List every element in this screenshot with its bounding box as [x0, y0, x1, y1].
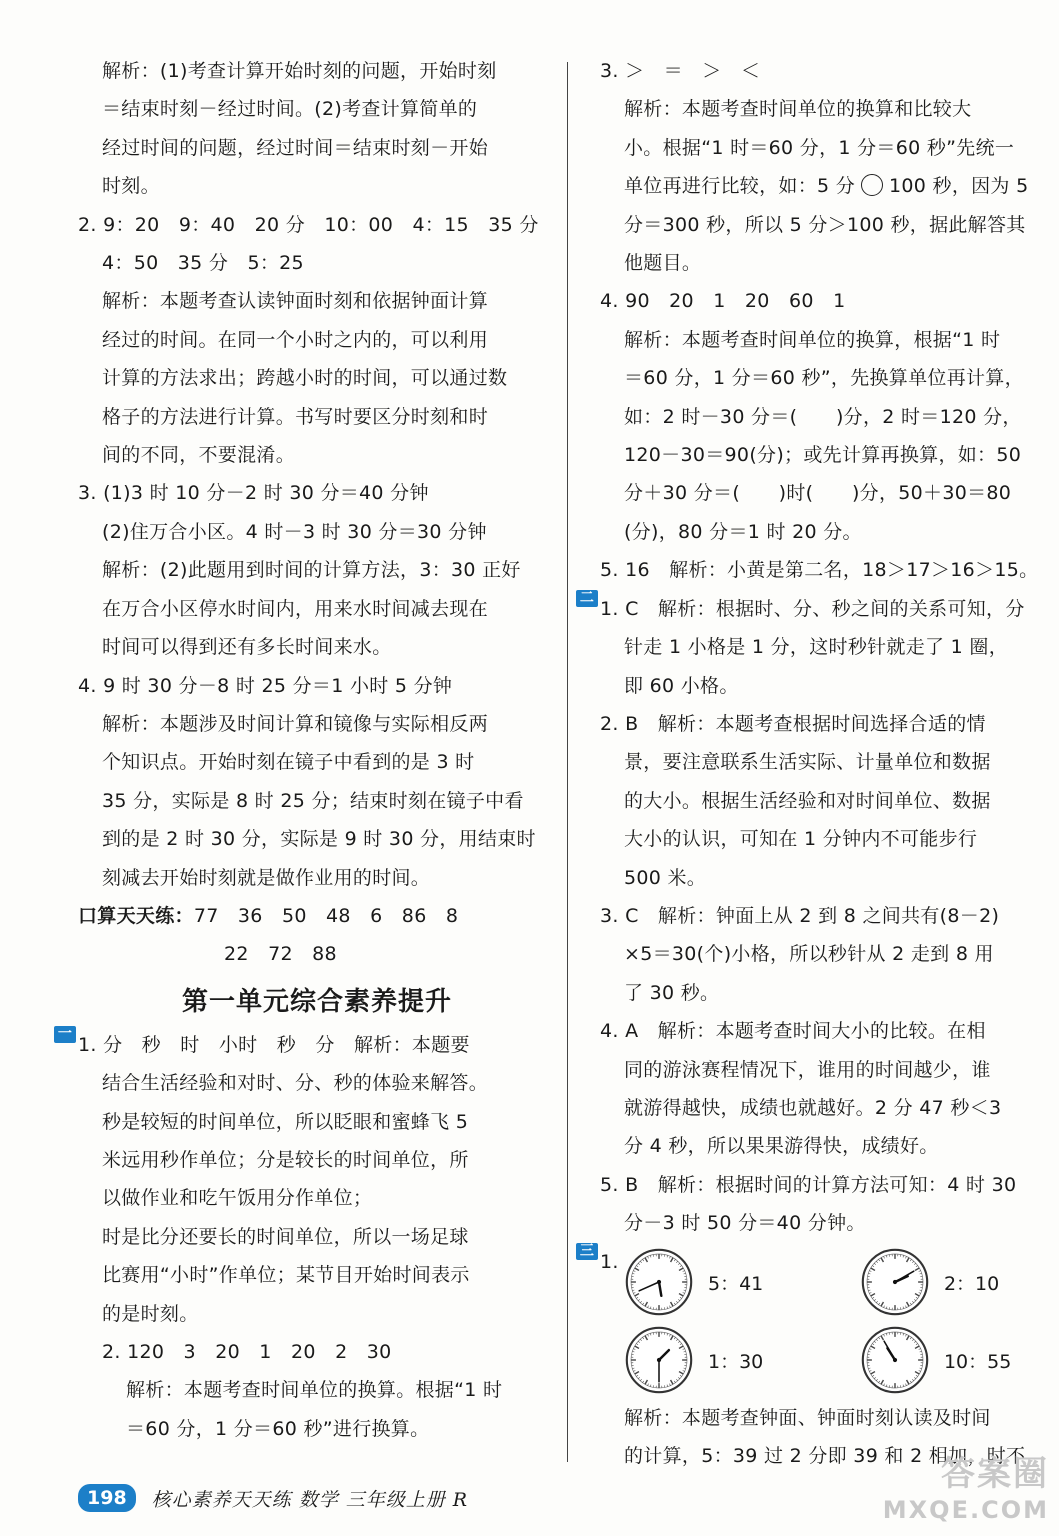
- analysis-line: 解析：本题考查时间单位的换算。根据“1 时: [126, 1379, 503, 1402]
- book-title: 核心素养天天练 数学 三年级上册 R: [151, 1488, 469, 1511]
- analysis-line: 就游得越快，成绩也就越好。2 分 47 秒＜3: [624, 1096, 1002, 1119]
- answer-line: [579, 1242, 1052, 1281]
- kousuan-line: [78, 897, 556, 935]
- analysis-line: 分＝300 秒，所以 5 分＞100 秒，据此解答其: [624, 213, 1026, 236]
- analysis-line: 解析：(1)考查计算开始时刻的问题，开始时刻: [102, 60, 497, 82]
- answer-line: 5. 16 解析：小黄是第二名，18＞17＞16＞15。: [600, 559, 1039, 582]
- analysis-line: ＝60 分，1 分＝60 秒”进行换算。: [126, 1417, 430, 1440]
- answer-line: 3. ＞ ＝ ＞ ＜: [600, 60, 761, 82]
- analysis-line: 计算的方法求出；跨越小时的时间，可以通过数: [102, 367, 508, 390]
- clock-time-label: 5：41: [708, 1272, 764, 1295]
- left-column: [57, 52, 556, 1448]
- analysis-line: 大小的认识，可知在 1 分钟内不可能步行: [624, 828, 978, 851]
- clock-time-label: 1：30: [708, 1350, 764, 1373]
- analysis-line: 景，要注意联系生活实际、计量单位和数据: [624, 751, 991, 774]
- answer-line: 2. 9：20 9：40 20 分 10：00 4：15 35 分: [78, 213, 539, 236]
- analysis-line: 时刻。: [102, 175, 160, 198]
- analysis-line: 分 4 秒，所以果果游得快，成绩好。: [624, 1135, 939, 1158]
- analysis-line: 解析：(2)此题用到时间的计算方法，3：30 正好: [102, 559, 521, 582]
- answer-line: 4. 9 时 30 分－8 时 25 分＝1 小时 5 分钟: [78, 674, 453, 697]
- analysis-line: 以做作业和吃午饭用分作单位；: [102, 1187, 373, 1210]
- analysis-line: 针走 1 小格是 1 分，这时秒针就走了 1 圈，: [624, 636, 1009, 659]
- analysis-line: 同的游泳赛程情况下，谁用的时间越少，谁: [624, 1058, 991, 1081]
- analysis-line: 比赛用“小时”作单位；某节目开始时间表示: [102, 1264, 470, 1287]
- analysis-line: 到的是 2 时 30 分，实际是 9 时 30 分，用结束时: [102, 828, 536, 851]
- answer-text: 1. 分 秒 时 小时 秒 分 解析：本题要: [78, 1033, 470, 1056]
- kousuan-answers: 77 36 50 48 6 86 8: [193, 904, 459, 927]
- clock-time-label: 10：55: [943, 1350, 1012, 1373]
- section-title: 第一单元综合素养提升: [181, 986, 452, 1017]
- analysis-line: 经过时间的问题，经过时间＝结束时刻－开始: [102, 136, 489, 159]
- analysis-line: 分＋30 分＝( )时( )分，50＋30＝80: [624, 482, 1012, 505]
- answer-line: 5. B 解析：根据时间的计算方法可知：4 时 30: [600, 1173, 1017, 1196]
- answer-line: [57, 1025, 556, 1064]
- analysis-line: 在万合小区停水时间内，用来水时间减去现在: [102, 597, 489, 620]
- clock-face-icon: [860, 1325, 930, 1395]
- analysis-line: ×5＝30(个)小格，所以秒针从 2 走到 8 用: [624, 943, 994, 966]
- watermark-text: 答案圈: [941, 1454, 1049, 1494]
- page-footer: [78, 1484, 468, 1512]
- answer-line: 4. A 解析：本题考查时间大小的比较。在相: [600, 1020, 986, 1043]
- clock-time-label: 2：10: [943, 1272, 1000, 1295]
- analysis-text: 单位再进行比较，如：5 分: [624, 175, 856, 198]
- answer-line: (2)住万合小区。4 时－3 时 30 分＝30 分钟: [102, 520, 487, 543]
- analysis-line: 解析：本题考查认读钟面时刻和依据钟面计算: [102, 290, 489, 313]
- question-number: 1.: [600, 1250, 619, 1273]
- page-number: 198: [78, 1484, 136, 1512]
- analysis-line: 秒是较短的时间单位，所以眨眼和蜜蜂飞 5: [102, 1110, 469, 1133]
- analysis-line: 时间可以得到还有多长时间来水。: [102, 636, 392, 659]
- analysis-line: ＝60 分，1 分＝60 秒”，先换算单位再计算，: [624, 367, 1024, 390]
- analysis-line: 小。根据“1 时＝60 分，1 分＝60 秒”先统一: [624, 136, 1015, 159]
- analysis-line: 解析：本题考查时间单位的换算，根据“1 时: [624, 328, 1001, 351]
- analysis-line: 的是时刻。: [102, 1302, 199, 1325]
- clock-face-icon: [624, 1325, 694, 1395]
- analysis-line: 刻减去开始时刻就是做作业用的时间。: [102, 866, 431, 889]
- analysis-line: 了 30 秒。: [624, 981, 720, 1004]
- answer-text: 1. C 解析：根据时、分、秒之间的关系可知，分: [600, 597, 1025, 620]
- analysis-line: ＝结束时刻－经过时间。(2)考查计算简单的: [102, 98, 478, 121]
- analysis-line: [600, 167, 1052, 205]
- answer-line: 3. (1)3 时 10 分－2 时 30 分＝40 分钟: [78, 482, 429, 505]
- clock-item: [860, 1325, 1052, 1395]
- clock-item: [624, 1325, 804, 1395]
- watermark: [883, 1456, 1049, 1528]
- analysis-line: (分)，80 分＝1 时 20 分。: [624, 520, 862, 543]
- answer-line: [579, 589, 1052, 628]
- analysis-line: 500 米。: [624, 866, 707, 889]
- analysis-line: 35 分，实际是 8 时 25 分；结束时刻在镜子中看: [102, 789, 524, 812]
- analysis-line: 他题目。: [624, 252, 702, 275]
- analysis-line: 个知识点。开始时刻在镜子中看到的是 3 时: [102, 751, 475, 774]
- right-column: [579, 52, 1052, 1476]
- watermark-url: MXQE.COM: [882, 1496, 1049, 1524]
- analysis-line: 经过的时间。在同一个小时之内的，可以利用: [102, 328, 489, 351]
- answer-line: 2. B 解析：本题考查根据时间选择合适的情: [600, 712, 986, 735]
- analysis-line: 间的不同，不要混淆。: [102, 444, 296, 467]
- analysis-line: 结合生活经验和对时、分、秒的体验来解答。: [102, 1072, 489, 1095]
- analysis-line: 即 60 小格。: [624, 674, 739, 697]
- analysis-line: 的计算，5：39 过 2 分即 39 和 2 相加，时不: [624, 1445, 1026, 1468]
- section-marker-one: 一: [54, 1026, 76, 1043]
- section-marker-two: 二: [576, 590, 598, 607]
- analysis-line: 如：2 时－30 分＝( )分，2 时＝120 分，: [624, 405, 1022, 428]
- answer-line: 4：50 35 分 5：25: [102, 252, 304, 275]
- column-divider: [567, 62, 568, 1462]
- kousuan-line: 22 72 88: [224, 943, 337, 966]
- analysis-line: 解析：本题考查钟面、钟面时刻认读及时间: [624, 1407, 991, 1429]
- analysis-line: 120－30＝90(分)；或先计算再换算，如：50: [624, 444, 1022, 467]
- analysis-line: 格子的方法进行计算。书写时要区分时刻和时: [102, 405, 489, 428]
- analysis-line: 解析：本题涉及时间计算和镜像与实际相反两: [102, 712, 489, 735]
- analysis-line: 分－3 时 50 分＝40 分钟。: [624, 1212, 866, 1235]
- kousuan-label: 口算天天练：: [78, 904, 194, 927]
- answer-line: 4. 90 20 1 20 60 1: [600, 290, 846, 313]
- answer-line: 3. C 解析：钟面上从 2 到 8 之间共有(8－2): [600, 904, 1000, 927]
- section-marker-three: 三: [576, 1243, 598, 1260]
- analysis-line: 时是比分还要长的时间单位，所以一场足球: [102, 1225, 469, 1248]
- answer-line: 2. 120 3 20 1 20 2 30: [102, 1341, 392, 1363]
- analysis-text: 100 秒，因为 5: [889, 175, 1029, 198]
- analysis-line: 解析：本题考查时间单位的换算和比较大: [624, 98, 972, 121]
- analysis-line: 的大小。根据生活经验和对时间单位、数据: [624, 789, 991, 812]
- analysis-line: 米远用秒作单位；分是较长的时间单位，所: [102, 1148, 469, 1171]
- comparison-circle-icon: [861, 174, 883, 196]
